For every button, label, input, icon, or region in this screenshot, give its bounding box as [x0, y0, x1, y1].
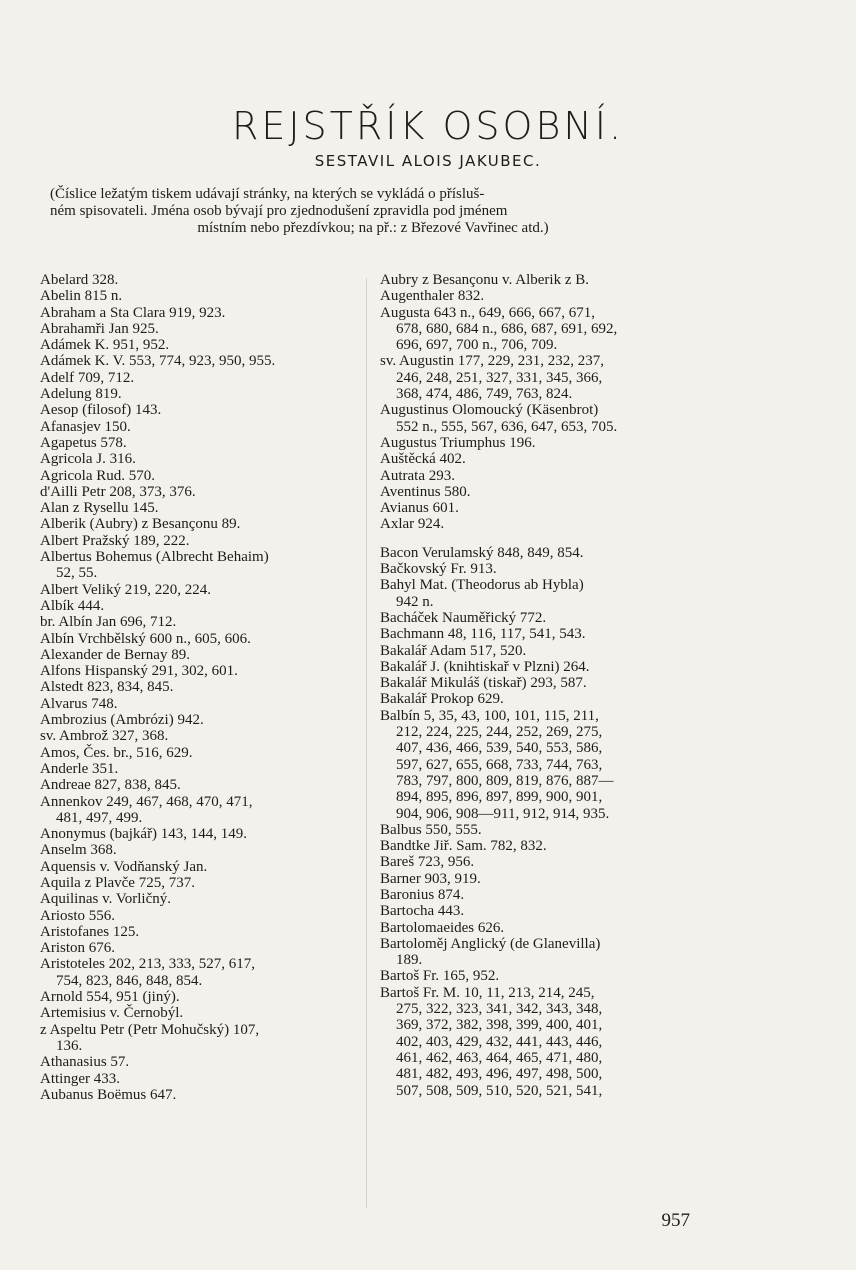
index-entry: Bacháček Nauměřický 772. [380, 609, 547, 626]
index-entry: 52, 55. [56, 565, 98, 582]
index-entry: 368, 474, 486, 749, 763, 824. [396, 386, 573, 403]
index-entry: Abelard 328. [40, 272, 119, 288]
index-entry: Autrata 293. [380, 467, 455, 484]
index-entry: Abraham a Sta Clara 919, 923. [40, 304, 226, 321]
page-title: REJSTŘÍK OSOBNÍ. [231, 104, 625, 148]
column-divider [366, 278, 367, 1208]
index-entry: Bačkovský Fr. 913. [380, 561, 497, 578]
index-entry: 696, 697, 700 n., 706, 709. [396, 337, 558, 354]
index-entry: Aristoteles 202, 213, 333, 527, 617, [40, 956, 255, 973]
index-entry: Abelin 815 n. [40, 288, 123, 305]
index-entry: 597, 627, 655, 668, 733, 744, 763, [396, 756, 603, 773]
index-entry: Athanasius 57. [40, 1054, 130, 1071]
index-entry: Bartoloměj Anglický (de Glanevilla) [380, 935, 601, 952]
index-entry: Augustinus Olomoucký (Käsenbrot) [380, 402, 599, 419]
index-entry: Augustus Triumphus 196. [380, 434, 536, 451]
index-entry: Albert Veliký 219, 220, 224. [40, 581, 211, 598]
index-entry: Bartolomaeides 626. [380, 919, 505, 936]
index-entry: Bartoš Fr. 165, 952. [380, 968, 500, 985]
index-entry: Bareš 723, 956. [380, 854, 475, 871]
index-entry: sv. Augustin 177, 229, 231, 232, 237, [380, 353, 605, 370]
index-entry: Aquila z Plavče 725, 737. [40, 874, 195, 891]
index-entry: 407, 436, 466, 539, 540, 553, 586, [396, 740, 603, 757]
right-index-column [380, 272, 692, 1099]
index-entry: Bakalář Prokop 629. [380, 691, 504, 708]
index-entry: 678, 680, 684 n., 686, 687, 691, 692, [396, 320, 618, 337]
index-entry: Aubry z Besançonu v. Alberik z B. [380, 272, 589, 288]
index-entry: 481, 482, 493, 496, 497, 498, 500, [396, 1066, 603, 1083]
index-entry: 189. [396, 952, 423, 969]
index-entry: Amos, Čes. br., 516, 629. [40, 744, 193, 761]
index-entry: Axlar 924. [380, 516, 445, 533]
index-entry: Arnold 554, 951 (jiný). [40, 989, 180, 1006]
index-entry: Abrahamři Jan 925. [40, 320, 159, 337]
intro-line: místním nebo přezdívkou; na př.: z Březové Vavřinec atd.) [197, 220, 549, 236]
index-entry: 552 n., 555, 567, 636, 647, 653, 705. [396, 418, 618, 435]
index-entry: Bakalář Mikuláš (tiskař) 293, 587. [380, 675, 587, 692]
index-entry: Bartocha 443. [380, 903, 465, 920]
index-entry: Barner 903, 919. [380, 870, 481, 887]
index-entry: Anselm 368. [40, 842, 117, 859]
index-entry: 212, 224, 225, 244, 252, 269, 275, [396, 724, 603, 741]
index-entry: Alstedt 823, 834, 845. [40, 679, 174, 696]
index-entry: Annenkov 249, 467, 468, 470, 471, [40, 793, 253, 810]
index-entry: Adámek K. 951, 952. [40, 337, 170, 354]
index-entry: Bakalář J. (knihtiskař v Plzni) 264. [380, 658, 590, 675]
index-entry: Bandtke Jiř. Sam. 782, 832. [380, 838, 547, 855]
index-entry: Alvarus 748. [40, 695, 118, 712]
index-entry: Bahyl Mat. (Theodorus ab Hybla) [380, 577, 584, 594]
index-entry: Ambrozius (Ambrózi) 942. [40, 712, 204, 729]
index-entry: Aristofanes 125. [40, 923, 140, 940]
page-number: 957 [661, 1210, 690, 1231]
index-entry: 246, 248, 251, 327, 331, 345, 366, [396, 369, 603, 386]
index-entry: Bachmann 48, 116, 117, 541, 543. [380, 626, 586, 643]
index-entry: Bakalář Adam 517, 520. [380, 642, 527, 659]
index-entry: Artemisius v. Černobýl. [40, 1005, 184, 1022]
index-entry: Afanasjev 150. [40, 418, 131, 435]
index-entry: Aesop (filosof) 143. [40, 402, 162, 419]
index-entry: Alexander de Bernay 89. [40, 646, 190, 663]
index-entry: Attinger 433. [40, 1070, 120, 1087]
index-entry: 481, 497, 499. [56, 809, 143, 826]
index-entry: Aquilinas v. Vorličný. [40, 891, 171, 908]
index-entry: z Aspeltu Petr (Petr Mohučský) 107, [40, 1021, 260, 1038]
index-entry: Auštěcká 402. [380, 451, 466, 468]
index-entry: Albert Pražský 189, 222. [40, 532, 190, 549]
index-entry: Anonymus (bajkář) 143, 144, 149. [40, 826, 248, 843]
intro-line: (Číslice ležatým tiskem udávají stránky, na kterých se vykládá o přísluš- [50, 186, 485, 202]
index-entry: br. Albín Jan 696, 712. [40, 614, 177, 631]
index-entry: d'Ailli Petr 208, 373, 376. [40, 483, 196, 500]
index-entry: Albík 444. [40, 597, 105, 614]
index-entry: Alberik (Aubry) z Besançonu 89. [40, 516, 241, 533]
index-entry: 942 n. [396, 593, 434, 610]
index-entry: Alan z Rysellu 145. [40, 500, 159, 517]
index-entry: 783, 797, 800, 809, 819, 876, 887— [396, 772, 614, 789]
index-entry: 369, 372, 382, 398, 399, 400, 401, [396, 1017, 603, 1034]
index-entry: Albertus Bohemus (Albrecht Behaim) [40, 549, 269, 566]
index-entry: Bartoš Fr. M. 10, 11, 213, 214, 245, [380, 984, 595, 1001]
intro-note [50, 186, 696, 237]
index-entry: Balbín 5, 35, 43, 100, 101, 115, 211, [380, 707, 599, 724]
index-entry: 507, 508, 509, 510, 520, 521, 541, [396, 1082, 603, 1099]
index-entry: 275, 322, 323, 341, 342, 343, 348, [396, 1001, 603, 1018]
index-entry: 461, 462, 463, 464, 465, 471, 480, [396, 1049, 603, 1066]
index-entry: Agapetus 578. [40, 434, 127, 451]
index-entry: sv. Ambrož 327, 368. [40, 728, 169, 745]
index-entry: Augenthaler 832. [380, 288, 485, 305]
index-entry: Adelf 709, 712. [40, 369, 135, 386]
page-subtitle: SESTAVIL ALOIS JAKUBEC. [314, 152, 542, 170]
left-index-column [40, 272, 352, 1103]
index-entry: 904, 906, 908—911, 912, 914, 935. [396, 805, 610, 822]
index-entry: Avianus 601. [380, 500, 459, 517]
index-entry: Aventinus 580. [380, 483, 471, 500]
index-entry: Andreae 827, 838, 845. [40, 777, 181, 794]
index-entry: Aubanus Boëmus 647. [40, 1086, 177, 1103]
index-entry: Balbus 550, 555. [380, 821, 482, 838]
index-entry: Albín Vrchbělský 600 n., 605, 606. [40, 630, 251, 647]
index-entry: Adelung 819. [40, 386, 122, 403]
index-entry: Ariosto 556. [40, 907, 115, 924]
index-entry: 754, 823, 846, 848, 854. [56, 972, 203, 989]
index-entry: Augusta 643 n., 649, 666, 667, 671, [380, 304, 595, 321]
index-entry: 402, 403, 429, 432, 441, 443, 446, [396, 1033, 603, 1050]
index-entry: Agricola J. 316. [40, 451, 136, 468]
index-entry: Agricola Rud. 570. [40, 467, 155, 484]
index-entry: Aquensis v. Vodňanský Jan. [40, 858, 208, 875]
index-entry: Anderle 351. [40, 760, 119, 777]
index-entry: Adámek K. V. 553, 774, 923, 950, 955. [40, 353, 276, 370]
intro-line: ném spisovateli. Jména osob bývají pro zjednodušení zpravidla pod jménem [50, 203, 508, 219]
index-entry: Baronius 874. [380, 886, 465, 903]
index-entry: Bacon Verulamský 848, 849, 854. [380, 544, 584, 561]
index-entry: Alfons Hispanský 291, 302, 601. [40, 663, 238, 680]
index-entry: Ariston 676. [40, 940, 115, 957]
index-entry: 136. [56, 1037, 83, 1054]
index-entry: 894, 895, 896, 897, 899, 900, 901, [396, 789, 603, 806]
